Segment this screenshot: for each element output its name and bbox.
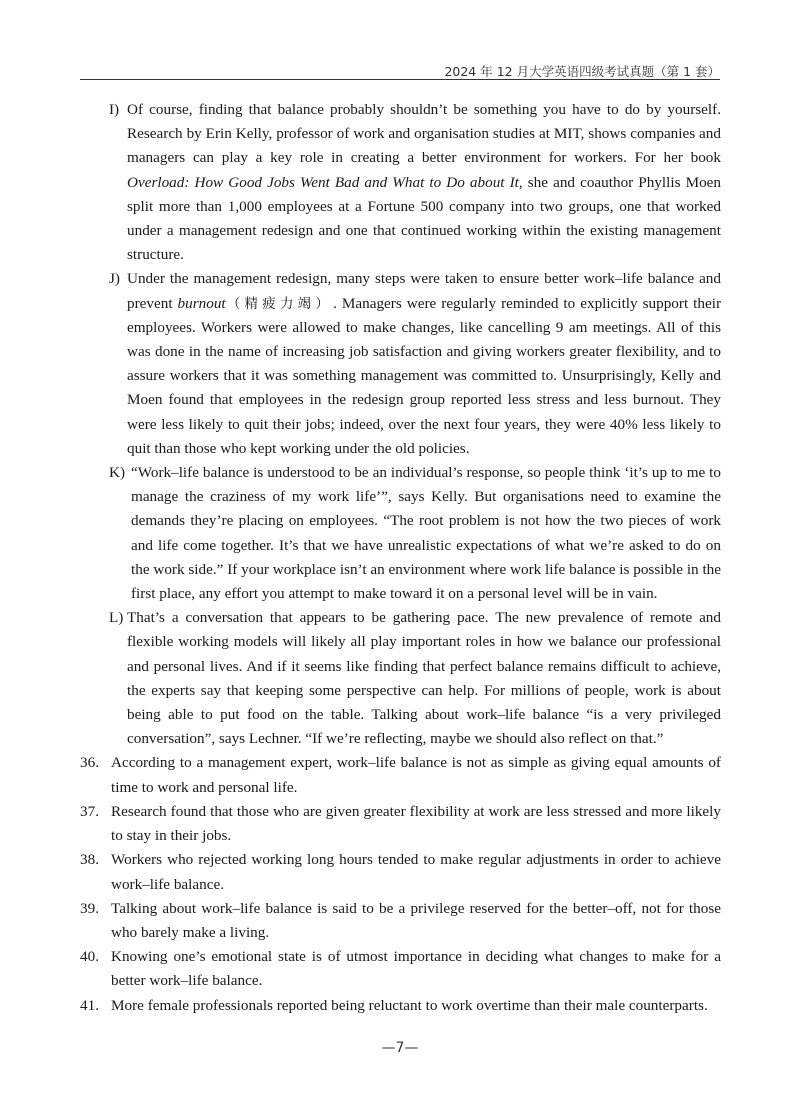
question-text: Research found that those who are given greater flexibility at work are less stressed and more likely to stay in their jobs. (111, 802, 721, 845)
question-40 (0, 945, 800, 993)
question-text: Talking about work–life balance is said to be a privilege reserved for the better–off, not for those who barely make a living. (111, 899, 721, 941)
italic-term: burnout (177, 294, 226, 312)
question-41 (0, 994, 800, 1018)
paragraph-text: Under the management redesign, many steps were taken to ensure better work–life balance and prevent burnout（精疲力竭）. Managers were regularly reminded to explicitly support their employees. Workers were allowed to make changes, like cancelling 9 am meetings. All of this was done in the name of increasing job satisfaction and giving workers greater flexibility, and to assure workers that it was something management was committed to. Unsurprisingly, Kelly and Moen found that employees in the redesign group reported less stress and less burnout. They were less likely to quit their jobs; indeed, over the next four years, they were 40% less likely to quit than those who kept working under the old policies. (127, 270, 721, 457)
question-37 (0, 800, 800, 848)
paragraph-label: I) (109, 101, 120, 118)
question-text: Workers who rejected working long hours tended to make regular adjustments in order to achieve work–life balance. (111, 851, 721, 893)
paragraph-text: “Work–life balance is understood to be an individual’s response, so people think ‘it’s up to me to manage the craziness of my work life’”, says Kelly. But organisations need to examine the demands they’re placing on employees. “The root problem is not how the two pieces of work and life come together. It’s that we have unrealistic expectations of what we’re asked to do on the work side.” If your workplace isn’t an environment where work life balance is possible in the first place, any effort you attempt to make toward it on a personal level will be in vain. (131, 464, 721, 603)
paragraph-l (0, 606, 800, 751)
paragraph-text: Of course, finding that balance probably shouldn’t be something you have to do by yourself. Research by Erin Kelly, professor of work and organisation studies at MIT, shows companies and managers can play a key role in creating a better environment for workers. For her book Overload: How Good Jobs Went Bad and What to Do about It, she and coauthor Phyllis Moen split more than 1,000 employees at a Fortune 500 company into two groups, one that worked under a management redesign and one that continued working within the existing management structure. (127, 101, 722, 264)
paragraph-label: L) (109, 609, 124, 627)
page-header (80, 61, 720, 80)
question-38 (0, 848, 800, 896)
question-number: 39. (80, 899, 99, 917)
question-number: 38. (80, 851, 99, 869)
paragraph-k (0, 461, 800, 606)
question-number: 36. (80, 754, 99, 772)
question-text: According to a management expert, work–life balance is not as simple as giving equal amounts of time to work and personal life. (111, 754, 721, 796)
question-text: More female professionals reported being reluctant to work overtime than their male counterparts. (111, 996, 708, 1014)
question-36 (0, 751, 800, 799)
page-content (0, 98, 800, 1018)
paragraph-label: J) (109, 270, 120, 288)
question-39 (0, 897, 800, 945)
exam-title: 2024 年 12 月大学英语四级考试真题（第 1 套） (444, 64, 720, 79)
question-number: 40. (80, 948, 99, 966)
chinese-gloss: （精疲力竭） (225, 295, 334, 312)
question-number: 37. (80, 802, 99, 820)
paragraph-i (0, 98, 800, 267)
paragraph-j (0, 267, 800, 461)
page-number: —7— (381, 1040, 419, 1056)
book-title: Overload: How Good Jobs Went Bad and What to Do about It (127, 173, 519, 191)
paragraph-text: That’s a conversation that appears to be gathering pace. The new prevalence of remote and flexible working models will likely all play important roles in how we balance our professional and personal lives. And if it seems like finding that perfect balance remains difficult to achieve, the experts say that keeping some perspective can help. For millions of people, work is about being able to put food on the table. Talking about work–life balance “is a very privileged conversation”, says Lechner. “If we’re reflecting, maybe we should also reflect on that.” (127, 609, 721, 748)
paragraph-label: K) (109, 464, 126, 482)
question-text: Knowing one’s emotional state is of utmost importance in deciding what changes to make for a better work–life balance. (111, 948, 721, 990)
question-number: 41. (80, 996, 99, 1014)
